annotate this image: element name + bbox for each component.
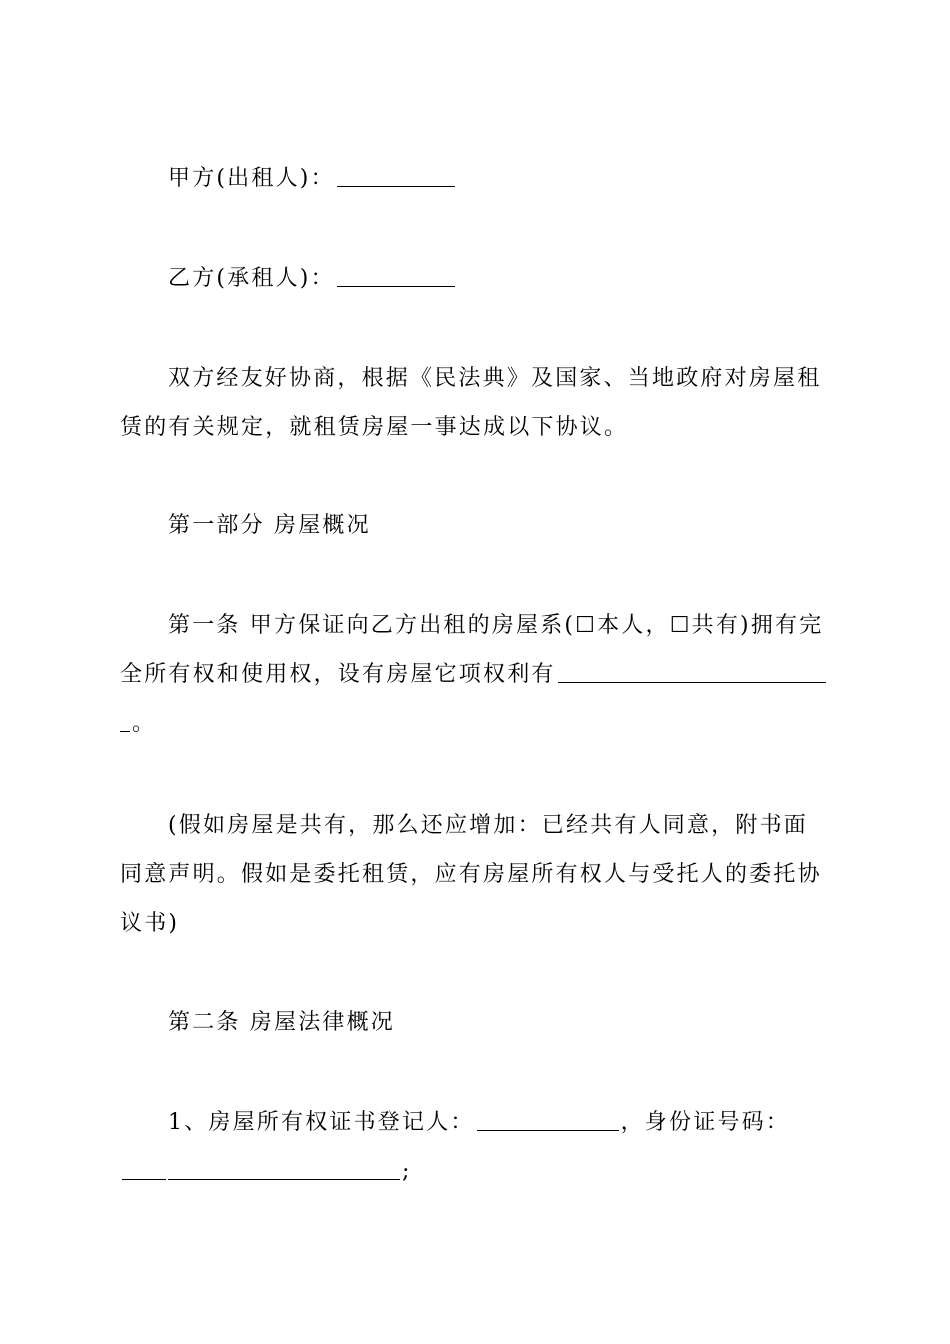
- article1-end: 。: [132, 711, 157, 736]
- party-a-line: [120, 154, 832, 203]
- id-number-blank-cont: [168, 1155, 400, 1180]
- item1-paragraph: [120, 1098, 832, 1196]
- note-paragraph: (假如房屋是共有，那么还应增加：已经共有人同意，附书面同意声明。假如是委托租赁，应有房屋所有权人与受托人的委托协议书): [120, 813, 822, 936]
- intro-paragraph: 双方经友好协商，根据《民法典》及国家、当地政府对房屋租赁的有关规定，就租赁房屋一事达成以下协议。: [120, 366, 822, 440]
- item1-end: ;: [402, 1159, 412, 1184]
- item1-label-a: 1、房屋所有权证书登记人：: [168, 1110, 475, 1135]
- id-number-blank: [122, 1155, 166, 1180]
- article1-blank: [558, 658, 826, 683]
- party-b-label: 乙方(承租人)：: [168, 266, 335, 291]
- article1-text: 第一条 甲方保证向乙方出租的房屋系(☐本人，☐共有)拥有完全所有权和使用权，设有房屋它项权利有: [120, 613, 824, 687]
- article1-blank-tail: [120, 707, 130, 732]
- party-b-line: [120, 254, 832, 303]
- party-a-blank: [337, 162, 455, 187]
- registrant-blank: [477, 1106, 619, 1131]
- item1-label-b: ，身份证号码：: [620, 1110, 791, 1135]
- part1-heading: 第一部分 房屋概况: [168, 513, 371, 538]
- article1-paragraph: [120, 601, 832, 748]
- party-a-label: 甲方(出租人)：: [168, 166, 335, 191]
- article2-heading: 第二条 房屋法律概况: [168, 1010, 395, 1035]
- party-b-blank: [337, 262, 455, 287]
